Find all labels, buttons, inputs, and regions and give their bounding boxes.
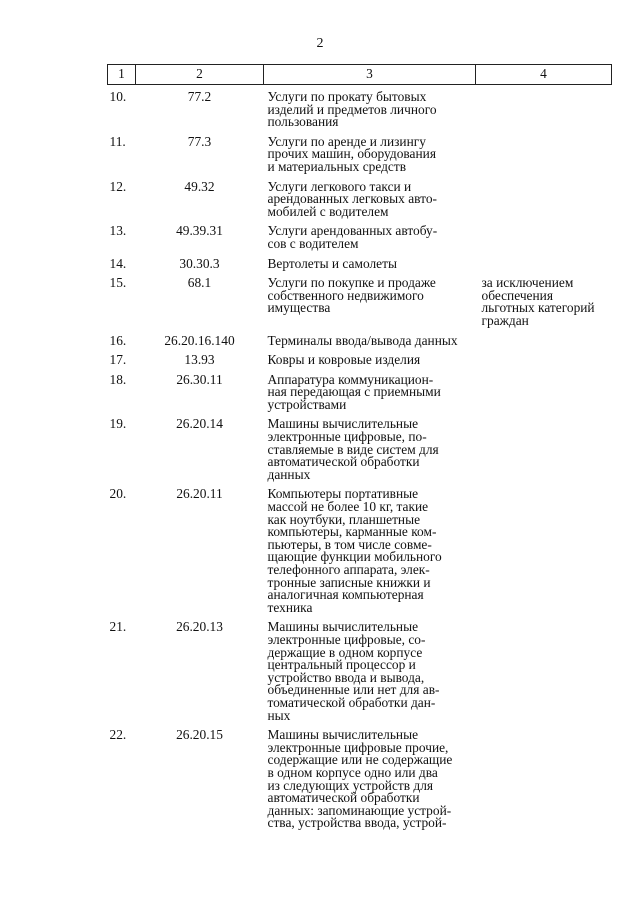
table-row bbox=[108, 225, 612, 257]
item-name: Услуги по покупке и продаже собственного недвижимого имущества bbox=[267, 275, 436, 316]
table-row bbox=[108, 85, 612, 136]
item-note bbox=[476, 729, 612, 837]
row-number: 22. bbox=[109, 727, 127, 743]
item-name: Машины вычислительные электронные цифровые прочие, содержащие или не содержащие в одном корпусе одно или два из следующих устройств для автоматической обработки данных: запоминающие устрой- ства, устройства ввода, устрой- bbox=[267, 727, 453, 831]
row-number: 15. bbox=[109, 275, 127, 291]
row-number: 16. bbox=[109, 332, 127, 348]
row-number: 12. bbox=[109, 178, 127, 194]
table-body bbox=[108, 85, 612, 837]
okpd-code: 13.93 bbox=[184, 352, 215, 368]
item-name: Аппаратура коммуникацион- ная передающая с приемными устройствами bbox=[267, 371, 441, 412]
item-name: Компьютеры портативные массой не более 10 кг, такие как ноутбуки, планшетные компьютеры, карманные ком- пьютеры, в том числе совме- щающие функции мобильного телефонного аппарата, элек- тронные записные книжки и аналогичная компьютерная техника bbox=[267, 486, 442, 615]
item-name: Услуги по аренде и лизингу прочих машин, оборудования и материальных средств bbox=[267, 133, 436, 174]
column-header-3: 3 bbox=[264, 65, 476, 85]
page-number: 2 bbox=[316, 36, 324, 51]
okpd-code: 26.20.14 bbox=[176, 416, 223, 432]
okpd-code: 26.20.13 bbox=[176, 619, 223, 635]
okpd-code: 49.39.31 bbox=[176, 223, 223, 239]
row-number: 20. bbox=[109, 486, 127, 502]
item-name: Услуги по прокату бытовых изделий и предметов личного пользования bbox=[267, 89, 437, 130]
item-name: Услуги арендованных автобу- сов с водителем bbox=[267, 223, 438, 251]
item-name: Машины вычислительные электронные цифровые, со- держащие в одном корпусе центральный процессор и устройство ввода и вывода, объединенные или нет для ав- томатической обработки дан- ных bbox=[267, 619, 440, 723]
item-note bbox=[476, 136, 612, 181]
item-note bbox=[476, 335, 612, 355]
table-row bbox=[108, 354, 612, 374]
item-name: Терминалы ввода/вывода данных bbox=[267, 332, 458, 348]
table-header bbox=[108, 65, 612, 85]
row-number: 18. bbox=[109, 371, 127, 387]
row-number: 14. bbox=[109, 255, 127, 271]
item-note bbox=[476, 225, 612, 257]
table-row bbox=[108, 136, 612, 181]
okpd-code: 77.3 bbox=[187, 133, 212, 149]
okpd-code: 49.32 bbox=[184, 178, 215, 194]
table-row bbox=[108, 418, 612, 488]
row-number: 21. bbox=[109, 619, 127, 635]
table-row bbox=[108, 729, 612, 837]
item-name: Ковры и ковровые изделия bbox=[267, 352, 421, 368]
table-row bbox=[108, 374, 612, 419]
item-note bbox=[476, 621, 612, 729]
okpd-code: 26.20.16.140 bbox=[164, 332, 235, 348]
column-header-4: 4 bbox=[476, 65, 612, 85]
row-number: 11. bbox=[109, 133, 126, 149]
okpd-code: 77.2 bbox=[187, 89, 212, 104]
column-header-2: 2 bbox=[136, 65, 264, 85]
table-row bbox=[108, 488, 612, 621]
item-note bbox=[476, 85, 612, 136]
item-note bbox=[476, 488, 612, 621]
okpd-code: 26.20.15 bbox=[176, 727, 223, 743]
item-note bbox=[476, 374, 612, 419]
row-number: 17. bbox=[109, 352, 127, 368]
okpd-code: 68.1 bbox=[187, 275, 212, 291]
item-note bbox=[476, 181, 612, 226]
item-name: Машины вычислительные электронные цифровые, по- ставляемые в виде систем для автоматической обработки данных bbox=[267, 416, 439, 482]
item-note bbox=[476, 418, 612, 488]
table-row bbox=[108, 621, 612, 729]
item-note: за исключением обеспечения льготных категорий граждан bbox=[481, 275, 595, 328]
row-number: 10. bbox=[109, 89, 127, 104]
item-note bbox=[476, 354, 612, 374]
row-number: 13. bbox=[109, 223, 127, 239]
okpd-table bbox=[107, 64, 612, 837]
table-row bbox=[108, 277, 612, 334]
table-row bbox=[108, 181, 612, 226]
column-header-1: 1 bbox=[108, 65, 136, 85]
okpd-code: 30.30.3 bbox=[179, 255, 220, 271]
row-number: 19. bbox=[109, 416, 127, 432]
item-name: Вертолеты и самолеты bbox=[267, 255, 397, 271]
item-name: Услуги легкового такси и арендованных легковых авто- мобилей с водителем bbox=[267, 178, 437, 219]
okpd-code: 26.20.11 bbox=[176, 486, 223, 502]
okpd-code: 26.30.11 bbox=[176, 371, 223, 387]
